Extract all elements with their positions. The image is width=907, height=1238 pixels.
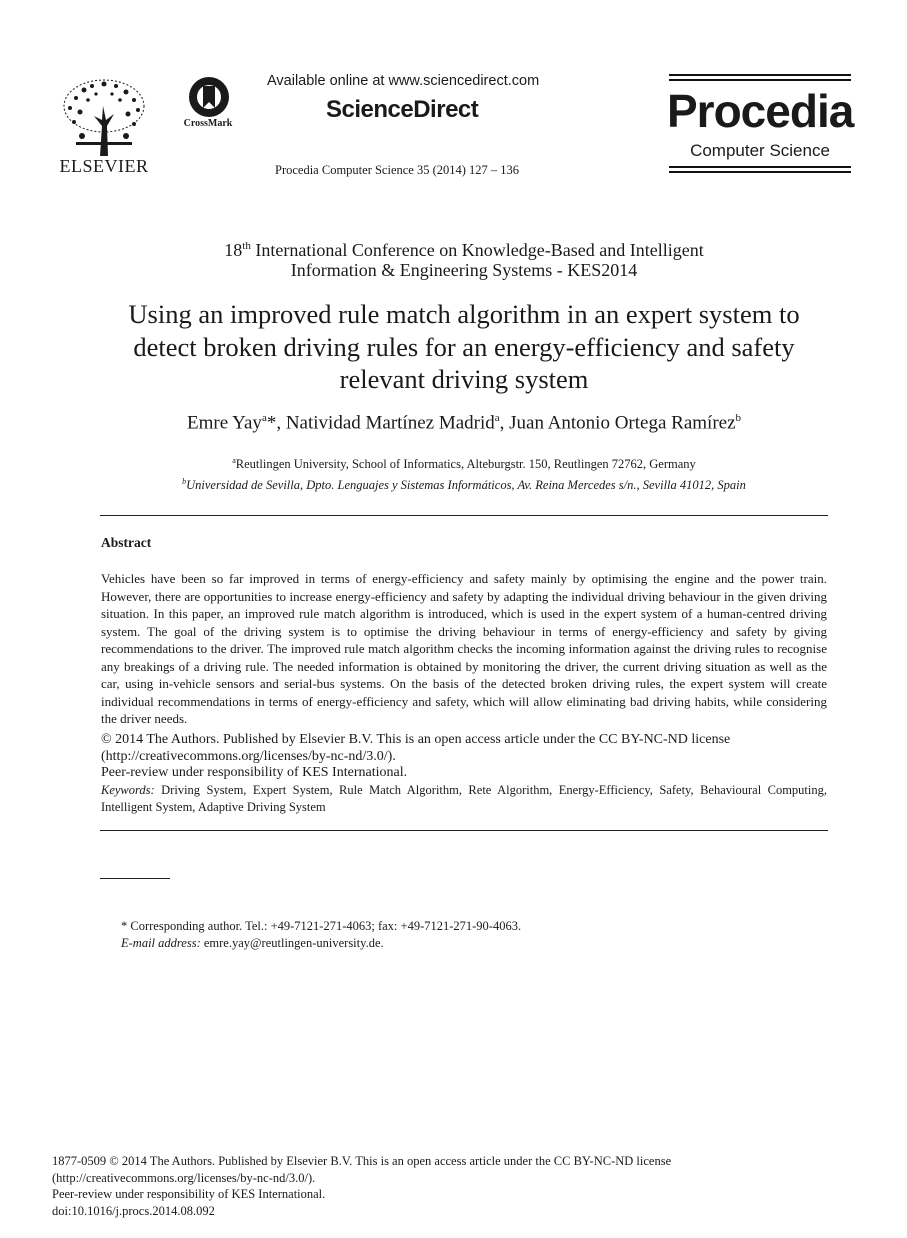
keywords bbox=[101, 782, 827, 815]
author-name: Natividad Martínez Madrid bbox=[285, 412, 495, 434]
license-line: © 2014 The Authors. Published by Elsevier B.V. This is an open access article under the CC BY-NC-ND license bbox=[101, 732, 731, 747]
title-line: relevant driving system bbox=[339, 364, 589, 394]
conference-number: 18 bbox=[224, 240, 243, 260]
affil-text: Universidad de Sevilla, Dpto. Lenguajes y Sistemas Informáticos, Av. Reina Mercedes s/n., Sevilla 41012, Spain bbox=[186, 478, 746, 493]
author-name: Juan Antonio Ortega Ramírez bbox=[509, 412, 736, 434]
email-address[interactable]: emre.yay@reutlingen-university.de. bbox=[200, 935, 384, 950]
license-link[interactable]: (http://creativecommons.org/licenses/by-nc-nd/3.0/). bbox=[101, 748, 396, 764]
procedia-top-rule bbox=[669, 74, 851, 81]
keywords-label: Keywords: bbox=[101, 783, 155, 797]
procedia-bottom-rule bbox=[669, 166, 851, 173]
issn-copyright-line: 1877-0509 © 2014 The Authors. Published by Elsevier B.V. This is an open access article under the CC BY-NC-ND license bbox=[52, 1154, 672, 1168]
journal-citation: Procedia Computer Science 35 (2014) 127 – 136 bbox=[275, 163, 520, 177]
footnote-rule bbox=[100, 878, 170, 879]
procedia-subtitle: Computer Science bbox=[690, 141, 830, 160]
peer-review-line: Peer-review under responsibility of KES International. bbox=[101, 765, 408, 780]
author-affil-mark: a bbox=[494, 412, 500, 424]
procedia-logo: Procedia bbox=[667, 85, 854, 137]
footnote bbox=[121, 918, 821, 951]
abstract-heading: Abstract bbox=[101, 535, 152, 550]
affiliation-a bbox=[100, 452, 828, 473]
conference-line2: Information & Engineering Systems - KES2014 bbox=[290, 260, 638, 280]
keywords-list: Driving System, Expert System, Rule Match Algorithm, Rete Algorithm, Energy-Efficiency, Safety, Behavioural Computing, Intelligent System, Adaptive Driving System bbox=[101, 783, 827, 814]
doi[interactable]: doi:10.1016/j.procs.2014.08.092 bbox=[52, 1203, 215, 1218]
email-line bbox=[121, 935, 821, 952]
bottom-copyright bbox=[52, 1153, 832, 1219]
bottom-license-link[interactable]: (http://creativecommons.org/licenses/by-nc-nd/3.0/). bbox=[52, 1170, 316, 1185]
conference-name bbox=[100, 236, 828, 280]
license-block bbox=[101, 732, 827, 782]
available-online-text: Available online at www.sciencedirect.com bbox=[267, 73, 540, 89]
conference-ordinal: th bbox=[242, 240, 251, 252]
author-affil-mark: a bbox=[261, 412, 267, 424]
crossmark-label: CrossMark bbox=[183, 118, 233, 129]
abstract-top-rule bbox=[100, 515, 828, 516]
author-affil-mark: b bbox=[735, 412, 742, 424]
affil-text: Reutlingen University, School of Informatics, Alteburgstr. 150, Reutlingen 72762, Germany bbox=[235, 457, 696, 472]
author-separator: *, bbox=[266, 412, 286, 434]
title-line: Using an improved rule match algorithm in an expert system to bbox=[128, 299, 800, 329]
elsevier-wordmark: ELSEVIER bbox=[59, 156, 149, 176]
author-separator: , bbox=[499, 412, 510, 434]
author-name: Emre Yay bbox=[186, 412, 262, 434]
affiliations bbox=[100, 452, 828, 494]
abstract-body: Vehicles have been so far improved in terms of energy-efficiency and safety mainly by optimising the engine and the power train. However, there are opportunities to increase energy-efficiency and safety by adapting the individual driving behaviour in the given driving situation. In this paper, an improved rule match algorithm is introduced, which is used in the expert system of a human-centred driving system. The goal of the driving system is to optimise the driving behaviour in terms of energy-efficiency and safety by giving recommendations to the driver. The improved rule match algorithm checks the incoming information against the driving rules to recognise any breakings of a driving rule. The needed information is obtained by monitoring the driver, the current driving situation as well as the car, using in-vehicle sensors and serial-bus systems. On the basis of the detected broken driving rules, the expert system will create individual recommendations in terms of energy-efficiency and safety, which will allow eliminating bad driving habits, while considering the driver needs. bbox=[101, 571, 827, 726]
bottom-peer-review: Peer-review under responsibility of KES International. bbox=[52, 1187, 326, 1201]
affil-mark: b bbox=[182, 477, 187, 487]
affiliation-b bbox=[100, 473, 828, 494]
conference-line1: International Conference on Knowledge-Based and Intelligent bbox=[250, 240, 704, 260]
sciencedirect-logo: ScienceDirect bbox=[326, 96, 479, 123]
abstract-bottom-rule bbox=[100, 830, 828, 831]
paper-title bbox=[100, 298, 828, 396]
corresponding-author: * Corresponding author. Tel.: +49-7121-271-4063; fax: +49-7121-271-90-4063. bbox=[121, 919, 522, 933]
author-list bbox=[100, 412, 828, 434]
email-label: E-mail address: bbox=[121, 935, 201, 950]
affil-mark: a bbox=[232, 456, 236, 465]
title-line: detect broken driving rules for an energy-efficiency and safety bbox=[133, 331, 795, 362]
